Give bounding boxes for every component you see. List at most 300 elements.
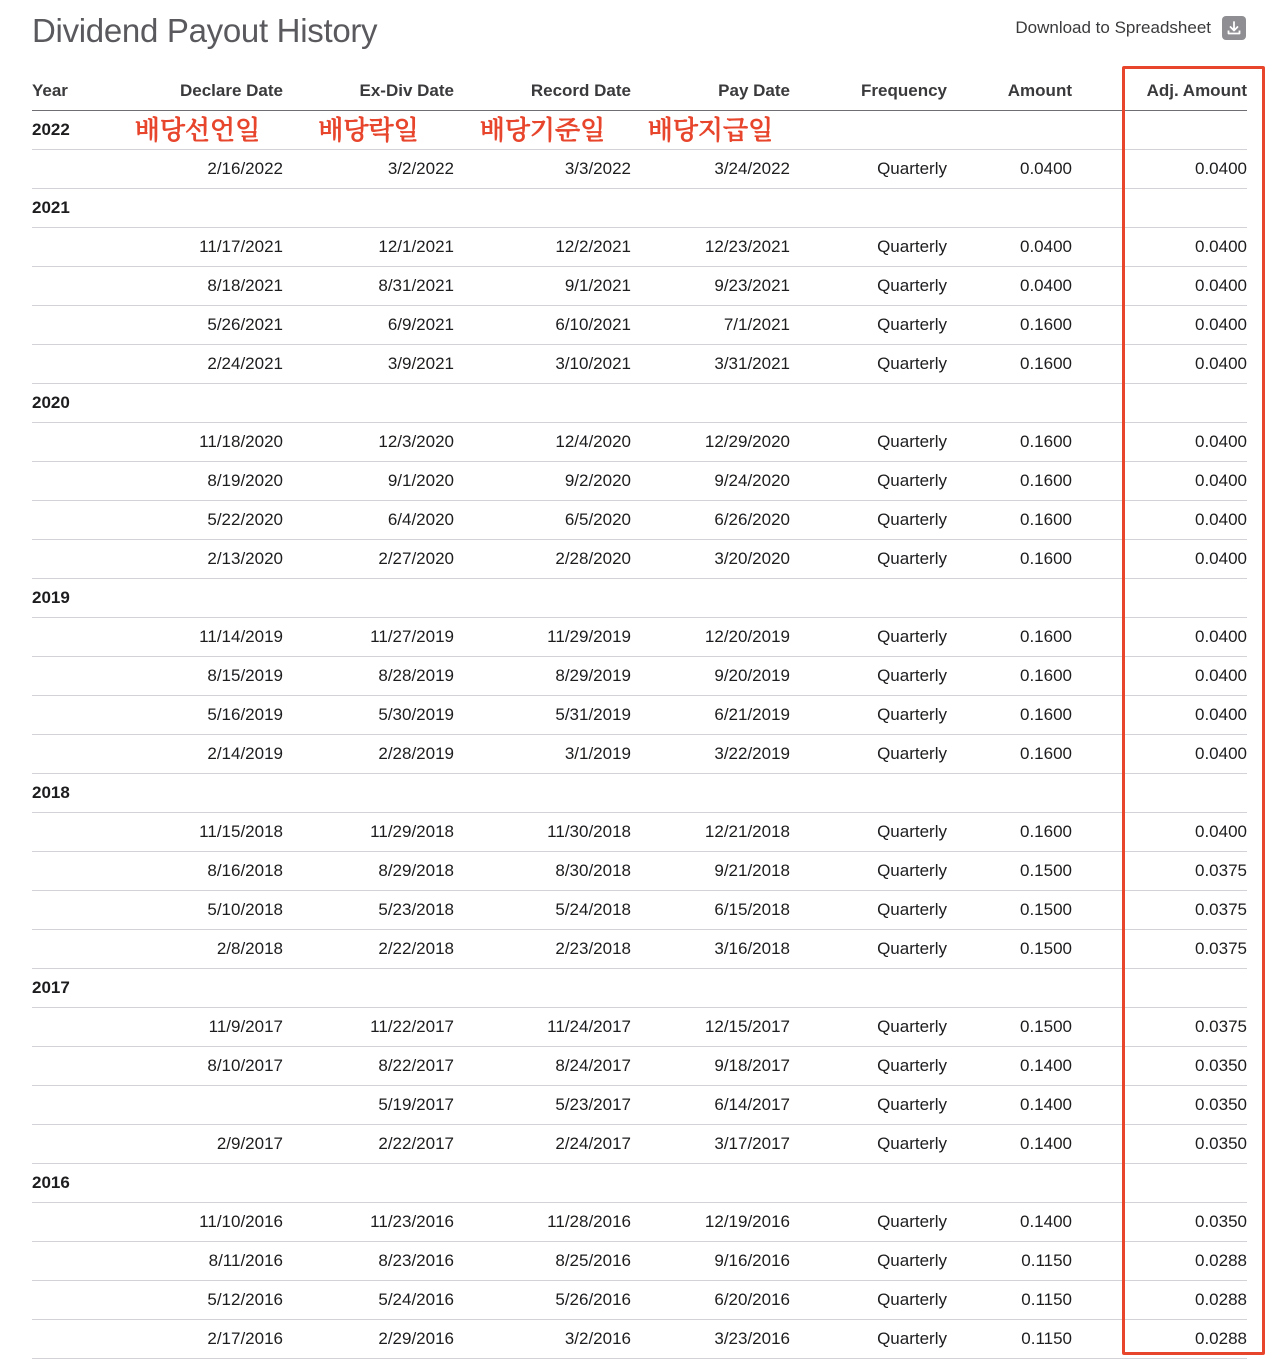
- year-label: 2017: [32, 969, 112, 1008]
- amount-cell: 0.1400: [947, 1125, 1072, 1164]
- ex-div-date-cell: 12/1/2021: [283, 228, 454, 267]
- adj-amount-cell: 0.0375: [1072, 930, 1247, 969]
- record-date-cell: 2/23/2018: [454, 930, 631, 969]
- pay-date-cell: 3/20/2020: [631, 540, 790, 579]
- pay-date-cell: 9/16/2016: [631, 1242, 790, 1281]
- amount-cell: 0.1150: [947, 1320, 1072, 1359]
- empty-cell: [454, 189, 631, 228]
- empty-cell: [947, 189, 1072, 228]
- pay-date-cell: 6/14/2017: [631, 1086, 790, 1125]
- pay-date-cell: 7/1/2021: [631, 306, 790, 345]
- amount-cell: 0.1500: [947, 891, 1072, 930]
- table-row: [32, 696, 1247, 735]
- empty-cell: [947, 969, 1072, 1008]
- table-row: [32, 267, 1247, 306]
- record-date-cell: 11/29/2019: [454, 618, 631, 657]
- column-header-ex-div-date[interactable]: Ex-Div Date: [283, 72, 454, 111]
- empty-cell: [112, 774, 283, 813]
- record-date-cell: 8/24/2017: [454, 1047, 631, 1086]
- empty-cell: [32, 891, 112, 930]
- pay-date-cell: 9/20/2019: [631, 657, 790, 696]
- frequency-cell: Quarterly: [790, 1047, 947, 1086]
- declare-date-cell: 2/9/2017: [112, 1125, 283, 1164]
- year-group-row: [32, 774, 1247, 813]
- declare-date-cell: 2/13/2020: [112, 540, 283, 579]
- ex-div-date-cell: 12/3/2020: [283, 423, 454, 462]
- empty-cell: [32, 306, 112, 345]
- pay-date-cell: 3/24/2022: [631, 150, 790, 189]
- empty-cell: [32, 1047, 112, 1086]
- empty-cell: [32, 735, 112, 774]
- empty-cell: [790, 189, 947, 228]
- adj-amount-cell: 0.0375: [1072, 1008, 1247, 1047]
- table-row: [32, 1047, 1247, 1086]
- empty-cell: [947, 579, 1072, 618]
- year-group-row: [32, 579, 1247, 618]
- frequency-cell: Quarterly: [790, 1242, 947, 1281]
- frequency-cell: Quarterly: [790, 150, 947, 189]
- empty-cell: [32, 501, 112, 540]
- empty-cell: [112, 969, 283, 1008]
- column-header-pay-date[interactable]: Pay Date: [631, 72, 790, 111]
- frequency-cell: Quarterly: [790, 306, 947, 345]
- ex-div-date-cell: 3/2/2022: [283, 150, 454, 189]
- empty-cell: [1072, 111, 1247, 150]
- empty-cell: [631, 384, 790, 423]
- empty-cell: [32, 618, 112, 657]
- amount-cell: 0.0400: [947, 228, 1072, 267]
- table-row: [32, 1203, 1247, 1242]
- table-row: [32, 306, 1247, 345]
- column-header-adj-amount[interactable]: Adj. Amount: [1072, 72, 1247, 111]
- amount-cell: 0.1500: [947, 930, 1072, 969]
- empty-cell: [112, 384, 283, 423]
- empty-cell: [283, 579, 454, 618]
- declare-date-cell: 5/10/2018: [112, 891, 283, 930]
- table-row: [32, 618, 1247, 657]
- ex-div-date-cell: 11/22/2017: [283, 1008, 454, 1047]
- empty-cell: [32, 852, 112, 891]
- frequency-cell: Quarterly: [790, 345, 947, 384]
- empty-cell: [947, 111, 1072, 150]
- adj-amount-cell: 0.0375: [1072, 891, 1247, 930]
- adj-amount-cell: 0.0288: [1072, 1242, 1247, 1281]
- pay-date-cell: 6/15/2018: [631, 891, 790, 930]
- frequency-cell: Quarterly: [790, 462, 947, 501]
- frequency-cell: Quarterly: [790, 1125, 947, 1164]
- record-date-cell: 12/2/2021: [454, 228, 631, 267]
- ex-div-date-cell: 5/23/2018: [283, 891, 454, 930]
- declare-date-cell: 11/15/2018: [112, 813, 283, 852]
- empty-cell: [1072, 969, 1247, 1008]
- empty-cell: [1072, 774, 1247, 813]
- declare-date-cell: 8/19/2020: [112, 462, 283, 501]
- amount-cell: 0.1600: [947, 462, 1072, 501]
- adj-amount-cell: 0.0400: [1072, 501, 1247, 540]
- pay-date-cell: 12/23/2021: [631, 228, 790, 267]
- pay-date-annotation-cell: [631, 111, 790, 150]
- empty-cell: [32, 462, 112, 501]
- table-header-row: [32, 72, 1247, 111]
- empty-cell: [32, 1281, 112, 1320]
- record-date-cell: 5/26/2016: [454, 1281, 631, 1320]
- empty-cell: [283, 384, 454, 423]
- table-row: [32, 930, 1247, 969]
- amount-cell: 0.1600: [947, 423, 1072, 462]
- table-row: [32, 1125, 1247, 1164]
- year-group-row: [32, 111, 1247, 150]
- ex-div-date-cell: 2/22/2017: [283, 1125, 454, 1164]
- declare-date-cell: 2/17/2016: [112, 1320, 283, 1359]
- empty-cell: [32, 150, 112, 189]
- year-label: 2016: [32, 1164, 112, 1203]
- amount-cell: 0.1600: [947, 735, 1072, 774]
- record-date-cell: 6/10/2021: [454, 306, 631, 345]
- declare-date-cell: 2/24/2021: [112, 345, 283, 384]
- amount-cell: 0.1600: [947, 657, 1072, 696]
- record-date-cell: 11/28/2016: [454, 1203, 631, 1242]
- amount-cell: 0.1400: [947, 1203, 1072, 1242]
- amount-cell: 0.1150: [947, 1242, 1072, 1281]
- download-spreadsheet-button[interactable]: [1015, 16, 1246, 40]
- frequency-cell: Quarterly: [790, 930, 947, 969]
- amount-cell: 0.1600: [947, 540, 1072, 579]
- table-row: [32, 657, 1247, 696]
- pay-date-cell: 9/18/2017: [631, 1047, 790, 1086]
- record-date-cell: 5/23/2017: [454, 1086, 631, 1125]
- empty-cell: [112, 189, 283, 228]
- ex-div-date-cell: 5/30/2019: [283, 696, 454, 735]
- empty-cell: [631, 189, 790, 228]
- record-date-cell: 3/3/2022: [454, 150, 631, 189]
- pay-date-annotation: 배당지급일: [647, 114, 774, 145]
- empty-cell: [454, 384, 631, 423]
- declare-date-cell: 5/22/2020: [112, 501, 283, 540]
- year-group-row: [32, 189, 1247, 228]
- empty-cell: [283, 774, 454, 813]
- adj-amount-cell: 0.0375: [1072, 852, 1247, 891]
- adj-amount-cell: 0.0400: [1072, 267, 1247, 306]
- frequency-cell: Quarterly: [790, 891, 947, 930]
- amount-cell: 0.0400: [947, 150, 1072, 189]
- table-row: [32, 345, 1247, 384]
- table-row: [32, 540, 1247, 579]
- amount-cell: 0.1600: [947, 306, 1072, 345]
- declare-date-cell: 2/14/2019: [112, 735, 283, 774]
- pay-date-cell: 3/31/2021: [631, 345, 790, 384]
- table-row: [32, 1320, 1247, 1359]
- frequency-cell: Quarterly: [790, 1203, 947, 1242]
- ex-div-date-cell: 2/22/2018: [283, 930, 454, 969]
- amount-cell: 0.1600: [947, 501, 1072, 540]
- pay-date-cell: 6/26/2020: [631, 501, 790, 540]
- year-label: 2022: [32, 111, 112, 150]
- empty-cell: [32, 930, 112, 969]
- empty-cell: [1072, 1164, 1247, 1203]
- empty-cell: [32, 1203, 112, 1242]
- frequency-cell: Quarterly: [790, 657, 947, 696]
- record-date-cell: 9/2/2020: [454, 462, 631, 501]
- table-row: [32, 1281, 1247, 1320]
- empty-cell: [1072, 384, 1247, 423]
- frequency-cell: Quarterly: [790, 1008, 947, 1047]
- adj-amount-cell: 0.0400: [1072, 813, 1247, 852]
- empty-cell: [283, 189, 454, 228]
- frequency-cell: Quarterly: [790, 735, 947, 774]
- table-row: [32, 813, 1247, 852]
- amount-cell: 0.1500: [947, 1008, 1072, 1047]
- frequency-cell: Quarterly: [790, 228, 947, 267]
- table-row: [32, 150, 1247, 189]
- empty-cell: [32, 1320, 112, 1359]
- declare-date-cell: 8/11/2016: [112, 1242, 283, 1281]
- table-body: [32, 111, 1247, 1359]
- year-label: 2020: [32, 384, 112, 423]
- empty-cell: [790, 1164, 947, 1203]
- adj-amount-cell: 0.0350: [1072, 1203, 1247, 1242]
- adj-amount-cell: 0.0400: [1072, 462, 1247, 501]
- table-row: [32, 423, 1247, 462]
- declare-date-cell: 11/9/2017: [112, 1008, 283, 1047]
- declare-date-cell: 11/14/2019: [112, 618, 283, 657]
- empty-cell: [454, 969, 631, 1008]
- year-label: 2018: [32, 774, 112, 813]
- empty-cell: [32, 657, 112, 696]
- empty-cell: [790, 384, 947, 423]
- declare-date-cell: 8/15/2019: [112, 657, 283, 696]
- ex-div-date-cell: 9/1/2020: [283, 462, 454, 501]
- ex-div-date-cell: 6/4/2020: [283, 501, 454, 540]
- ex-div-date-cell: 11/23/2016: [283, 1203, 454, 1242]
- empty-cell: [32, 813, 112, 852]
- adj-amount-cell: 0.0400: [1072, 345, 1247, 384]
- empty-cell: [631, 774, 790, 813]
- empty-cell: [32, 345, 112, 384]
- empty-cell: [32, 228, 112, 267]
- declare-date-annotation-cell: [112, 111, 283, 150]
- year-group-row: [32, 384, 1247, 423]
- empty-cell: [112, 1164, 283, 1203]
- pay-date-cell: 12/20/2019: [631, 618, 790, 657]
- frequency-cell: Quarterly: [790, 1281, 947, 1320]
- column-header-record-date[interactable]: Record Date: [454, 72, 631, 111]
- record-date-cell: 2/24/2017: [454, 1125, 631, 1164]
- frequency-cell: Quarterly: [790, 1320, 947, 1359]
- pay-date-cell: 9/23/2021: [631, 267, 790, 306]
- declare-date-cell: 11/18/2020: [112, 423, 283, 462]
- year-group-row: [32, 969, 1247, 1008]
- pay-date-cell: 3/23/2016: [631, 1320, 790, 1359]
- pay-date-cell: 6/21/2019: [631, 696, 790, 735]
- pay-date-cell: 12/15/2017: [631, 1008, 790, 1047]
- adj-amount-cell: 0.0350: [1072, 1086, 1247, 1125]
- record-date-cell: 3/2/2016: [454, 1320, 631, 1359]
- frequency-cell: Quarterly: [790, 852, 947, 891]
- table-row: [32, 852, 1247, 891]
- adj-amount-cell: 0.0288: [1072, 1320, 1247, 1359]
- dividend-table: [32, 72, 1247, 1359]
- declare-date-cell: 5/16/2019: [112, 696, 283, 735]
- pay-date-cell: 3/17/2017: [631, 1125, 790, 1164]
- adj-amount-cell: 0.0400: [1072, 423, 1247, 462]
- ex-div-date-annotation-cell: [283, 111, 454, 150]
- empty-cell: [32, 1008, 112, 1047]
- amount-cell: 0.1400: [947, 1047, 1072, 1086]
- frequency-cell: Quarterly: [790, 540, 947, 579]
- record-date-cell: 2/28/2020: [454, 540, 631, 579]
- adj-amount-cell: 0.0400: [1072, 150, 1247, 189]
- record-date-cell: 8/29/2019: [454, 657, 631, 696]
- amount-cell: 0.1600: [947, 618, 1072, 657]
- empty-cell: [454, 774, 631, 813]
- amount-cell: 0.1600: [947, 813, 1072, 852]
- table-row: [32, 462, 1247, 501]
- ex-div-date-cell: 3/9/2021: [283, 345, 454, 384]
- adj-amount-cell: 0.0400: [1072, 228, 1247, 267]
- empty-cell: [32, 1125, 112, 1164]
- frequency-cell: Quarterly: [790, 267, 947, 306]
- declare-date-cell: 5/12/2016: [112, 1281, 283, 1320]
- frequency-cell: Quarterly: [790, 813, 947, 852]
- ex-div-date-cell: 11/29/2018: [283, 813, 454, 852]
- declare-date-cell: 8/16/2018: [112, 852, 283, 891]
- adj-amount-cell: 0.0350: [1072, 1047, 1247, 1086]
- record-date-annotation-cell: [454, 111, 631, 150]
- empty-cell: [112, 579, 283, 618]
- declare-date-annotation: 배당선언일: [134, 114, 261, 145]
- ex-div-date-cell: 2/28/2019: [283, 735, 454, 774]
- declare-date-cell: 2/8/2018: [112, 930, 283, 969]
- record-date-cell: 5/24/2018: [454, 891, 631, 930]
- empty-cell: [790, 111, 947, 150]
- empty-cell: [790, 579, 947, 618]
- year-group-row: [32, 1164, 1247, 1203]
- adj-amount-cell: 0.0350: [1072, 1125, 1247, 1164]
- empty-cell: [454, 1164, 631, 1203]
- empty-cell: [32, 423, 112, 462]
- empty-cell: [947, 774, 1072, 813]
- ex-div-date-cell: 8/22/2017: [283, 1047, 454, 1086]
- amount-cell: 0.1500: [947, 852, 1072, 891]
- column-header-year[interactable]: Year: [32, 72, 112, 111]
- empty-cell: [631, 579, 790, 618]
- amount-cell: 0.0400: [947, 267, 1072, 306]
- declare-date-cell: 8/10/2017: [112, 1047, 283, 1086]
- ex-div-date-annotation: 배당락일: [318, 114, 419, 145]
- pay-date-cell: 12/21/2018: [631, 813, 790, 852]
- download-label: Download to Spreadsheet: [1015, 18, 1211, 37]
- empty-cell: [283, 969, 454, 1008]
- ex-div-date-cell: 8/29/2018: [283, 852, 454, 891]
- record-date-cell: 9/1/2021: [454, 267, 631, 306]
- frequency-cell: Quarterly: [790, 1086, 947, 1125]
- pay-date-cell: 9/24/2020: [631, 462, 790, 501]
- declare-date-cell: 8/18/2021: [112, 267, 283, 306]
- pay-date-cell: 6/20/2016: [631, 1281, 790, 1320]
- ex-div-date-cell: 8/23/2016: [283, 1242, 454, 1281]
- declare-date-cell: 11/10/2016: [112, 1203, 283, 1242]
- empty-cell: [1072, 189, 1247, 228]
- year-label: 2021: [32, 189, 112, 228]
- amount-cell: 0.1600: [947, 345, 1072, 384]
- empty-cell: [1072, 579, 1247, 618]
- empty-cell: [454, 579, 631, 618]
- ex-div-date-cell: 8/31/2021: [283, 267, 454, 306]
- adj-amount-cell: 0.0400: [1072, 696, 1247, 735]
- empty-cell: [32, 1242, 112, 1281]
- table-row: [32, 1086, 1247, 1125]
- table-row: [32, 228, 1247, 267]
- frequency-cell: Quarterly: [790, 423, 947, 462]
- ex-div-date-cell: 2/27/2020: [283, 540, 454, 579]
- empty-cell: [32, 267, 112, 306]
- pay-date-cell: 9/21/2018: [631, 852, 790, 891]
- adj-amount-cell: 0.0400: [1072, 618, 1247, 657]
- ex-div-date-cell: 5/19/2017: [283, 1086, 454, 1125]
- record-date-cell: 6/5/2020: [454, 501, 631, 540]
- empty-cell: [631, 969, 790, 1008]
- table-row: [32, 891, 1247, 930]
- amount-cell: 0.1150: [947, 1281, 1072, 1320]
- record-date-annotation: 배당기준일: [479, 114, 606, 145]
- declare-date-cell: [112, 1086, 283, 1125]
- pay-date-cell: 12/29/2020: [631, 423, 790, 462]
- table-row: [32, 1008, 1247, 1047]
- table-row: [32, 735, 1247, 774]
- adj-amount-cell: 0.0400: [1072, 306, 1247, 345]
- column-header-amount[interactable]: Amount: [947, 72, 1072, 111]
- page-title: Dividend Payout History: [32, 12, 378, 49]
- amount-cell: 0.1600: [947, 696, 1072, 735]
- record-date-cell: 3/10/2021: [454, 345, 631, 384]
- record-date-cell: 12/4/2020: [454, 423, 631, 462]
- empty-cell: [947, 1164, 1072, 1203]
- declare-date-cell: 11/17/2021: [112, 228, 283, 267]
- declare-date-cell: 5/26/2021: [112, 306, 283, 345]
- column-header-declare-date[interactable]: Declare Date: [112, 72, 283, 111]
- pay-date-cell: 12/19/2016: [631, 1203, 790, 1242]
- record-date-cell: 8/25/2016: [454, 1242, 631, 1281]
- record-date-cell: 11/30/2018: [454, 813, 631, 852]
- pay-date-cell: 3/16/2018: [631, 930, 790, 969]
- empty-cell: [790, 969, 947, 1008]
- adj-amount-cell: 0.0400: [1072, 657, 1247, 696]
- ex-div-date-cell: 5/24/2016: [283, 1281, 454, 1320]
- empty-cell: [283, 1164, 454, 1203]
- record-date-cell: 11/24/2017: [454, 1008, 631, 1047]
- frequency-cell: Quarterly: [790, 696, 947, 735]
- empty-cell: [947, 384, 1072, 423]
- ex-div-date-cell: 2/29/2016: [283, 1320, 454, 1359]
- year-label: 2019: [32, 579, 112, 618]
- empty-cell: [32, 540, 112, 579]
- record-date-cell: 8/30/2018: [454, 852, 631, 891]
- column-header-frequency[interactable]: Frequency: [790, 72, 947, 111]
- adj-amount-cell: 0.0400: [1072, 735, 1247, 774]
- empty-cell: [790, 774, 947, 813]
- declare-date-cell: 2/16/2022: [112, 150, 283, 189]
- adj-amount-cell: 0.0400: [1072, 540, 1247, 579]
- table-row: [32, 501, 1247, 540]
- ex-div-date-cell: 11/27/2019: [283, 618, 454, 657]
- frequency-cell: Quarterly: [790, 618, 947, 657]
- download-icon: [1222, 16, 1246, 40]
- amount-cell: 0.1400: [947, 1086, 1072, 1125]
- empty-cell: [631, 1164, 790, 1203]
- pay-date-cell: 3/22/2019: [631, 735, 790, 774]
- frequency-cell: Quarterly: [790, 501, 947, 540]
- empty-cell: [32, 696, 112, 735]
